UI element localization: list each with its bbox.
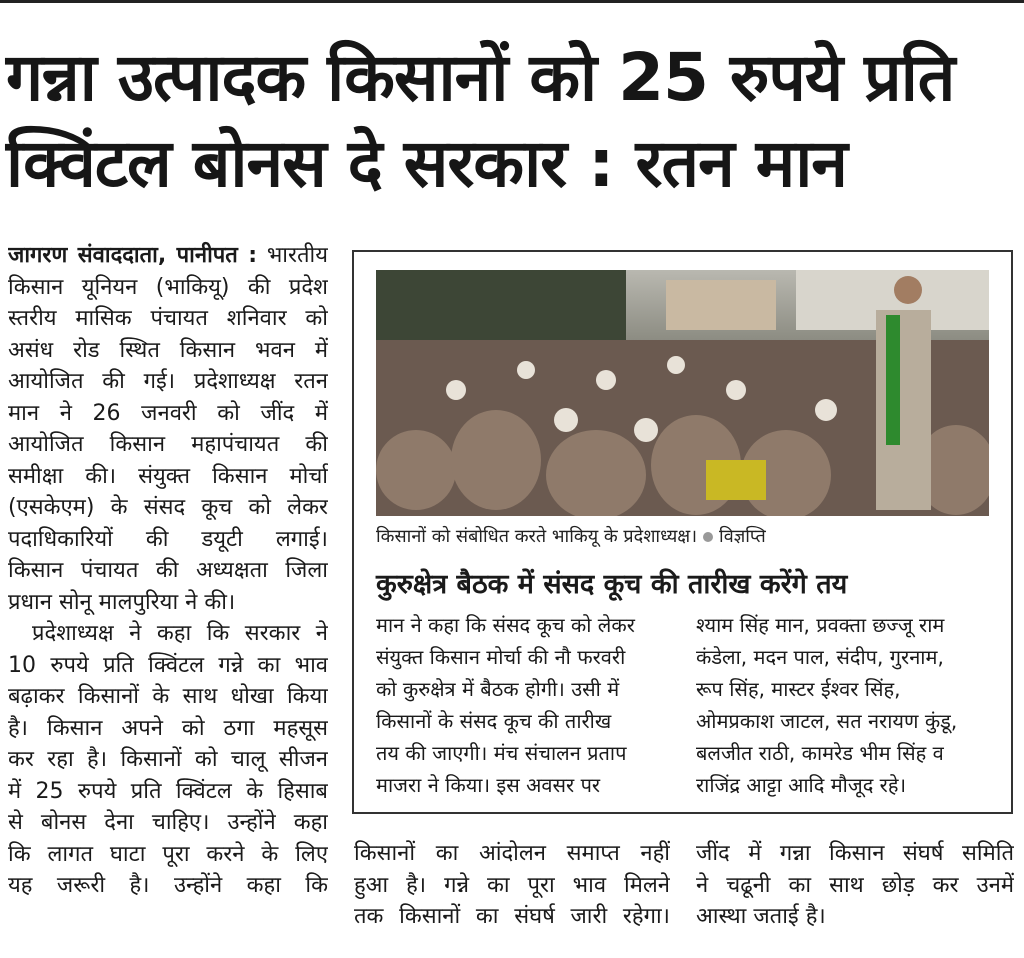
article-line: मान ने 26 जनवरी को जींद में [8, 400, 328, 426]
article-line: किसानों का आंदोलन समाप्त नहीं [354, 841, 670, 866]
bottom-column-1 [354, 838, 670, 933]
article-line: श्याम सिंह मान, प्रवक्ता छज्जू राम [696, 613, 945, 637]
article-line: आस्था जताई है। [696, 904, 826, 929]
article-line: को कुरुक्षेत्र में बैठक होगी। उसी में [376, 677, 620, 701]
top-rule [0, 0, 1024, 3]
headline-line-2: क्विंटल बोनस दे सरकार : रतन मान [6, 125, 847, 202]
article-line: से बोनस देना चाहिए। उन्होंने कहा [8, 810, 328, 835]
article-line: तक किसानों का संघर्ष जारी रहेगा। [354, 904, 670, 929]
bottom-column-2 [696, 838, 1014, 933]
article-line: प्रदेशाध्यक्ष ने कहा कि सरकार ने [32, 621, 328, 646]
article-line: यह जरूरी है। उन्होंने कहा कि [8, 873, 328, 898]
photo-caption [376, 524, 766, 548]
article-line: कि लागत घाटा पूरा करने के लिए [8, 841, 328, 867]
headline-line-1: गन्ना उत्पादक किसानों को 25 रुपये प्रति [6, 39, 955, 116]
article-line: स्तरीय मासिक पंचायत शनिवार को [8, 306, 328, 331]
article-line: हुआ है। गन्ने का पूरा भाव मिलने [354, 872, 670, 898]
article-line: बलजीत राठी, कामरेड भीम सिंह व [696, 741, 944, 765]
caption-text: किसानों को संबोधित करते भाकियू के प्रदेशाध्यक्ष। [376, 526, 698, 547]
article-line: प्रधान सोनू मालपुरिया ने की। [8, 589, 236, 615]
box-subheading: कुरुक्षेत्र बैठक में संसद कूच की तारीख करेंगे तय [376, 569, 848, 600]
article-line: किसान पंचायत की अध्यक्षता जिला [8, 558, 328, 583]
article-line: किसानों के संसद कूच की तारीख [376, 709, 612, 733]
bullet-dot-icon [703, 532, 713, 542]
article-line: में 25 रुपये प्रति क्विंटल के हिसाब [8, 778, 328, 804]
article-line: राजिंद्र आट्टा आदि मौजूद रहे। [696, 773, 907, 797]
photo-credit: विज्ञप्ति [719, 526, 766, 547]
news-photo-farmers-meeting [376, 270, 989, 516]
article-line: जींद में गन्ना किसान संघर्ष समिति [696, 841, 1014, 866]
article-line: 10 रुपये प्रति क्विंटल गन्ने का भाव [8, 652, 328, 678]
article-line: कंडेला, मदन पाल, संदीप, गुरनाम, [696, 645, 944, 669]
article-line: समीक्षा की। संयुक्त किसान मोर्चा [8, 463, 328, 489]
article-line: मान ने कहा कि संसद कूच को लेकर [376, 613, 635, 637]
dateline: जागरण संवाददाता, पानीपत : [8, 243, 258, 268]
article-line: ओमप्रकाश जाटल, सत नरायण कुंडू, [696, 709, 958, 733]
article-line: किसान यूनियन (भाकियू) की प्रदेश [8, 274, 328, 300]
left-column [8, 240, 328, 902]
article-line: माजरा ने किया। इस अवसर पर [376, 773, 601, 797]
article-line: तय की जाएगी। मंच संचालन प्रताप [376, 741, 627, 765]
article-line: आयोजित किसान महापंचायत की [8, 432, 328, 457]
article-line: बढ़ाकर किसानों के साथ धोखा किया [8, 684, 328, 709]
article-line: (एसकेएम) के संसद कूच को लेकर [8, 495, 328, 520]
box-column-2 [696, 609, 1006, 801]
box-column-1 [376, 609, 676, 801]
article-line: जागरण संवाददाता, पानीपत : भारतीय [8, 243, 328, 268]
article-line: संयुक्त किसान मोर्चा की नौ फरवरी [376, 645, 626, 669]
article-line: असंध रोड स्थित किसान भवन में [8, 337, 328, 363]
boxed-story [352, 250, 1013, 814]
article-line: आयोजित की गई। प्रदेशाध्यक्ष रतन [8, 369, 328, 394]
crowd-illustration [376, 270, 989, 516]
article-line: रूप सिंह, मास्टर ईश्वर सिंह, [696, 677, 901, 701]
article-line: है। किसान अपने को ठगा महसूस [8, 715, 328, 741]
article-line: पदाधिकारियों की डयूटी लगाई। [8, 526, 328, 552]
article-line: ने चढूनी का साथ छोड़ कर उनमें [696, 872, 1014, 898]
article-line: कर रहा है। किसानों को चालू सीजन [8, 747, 328, 772]
